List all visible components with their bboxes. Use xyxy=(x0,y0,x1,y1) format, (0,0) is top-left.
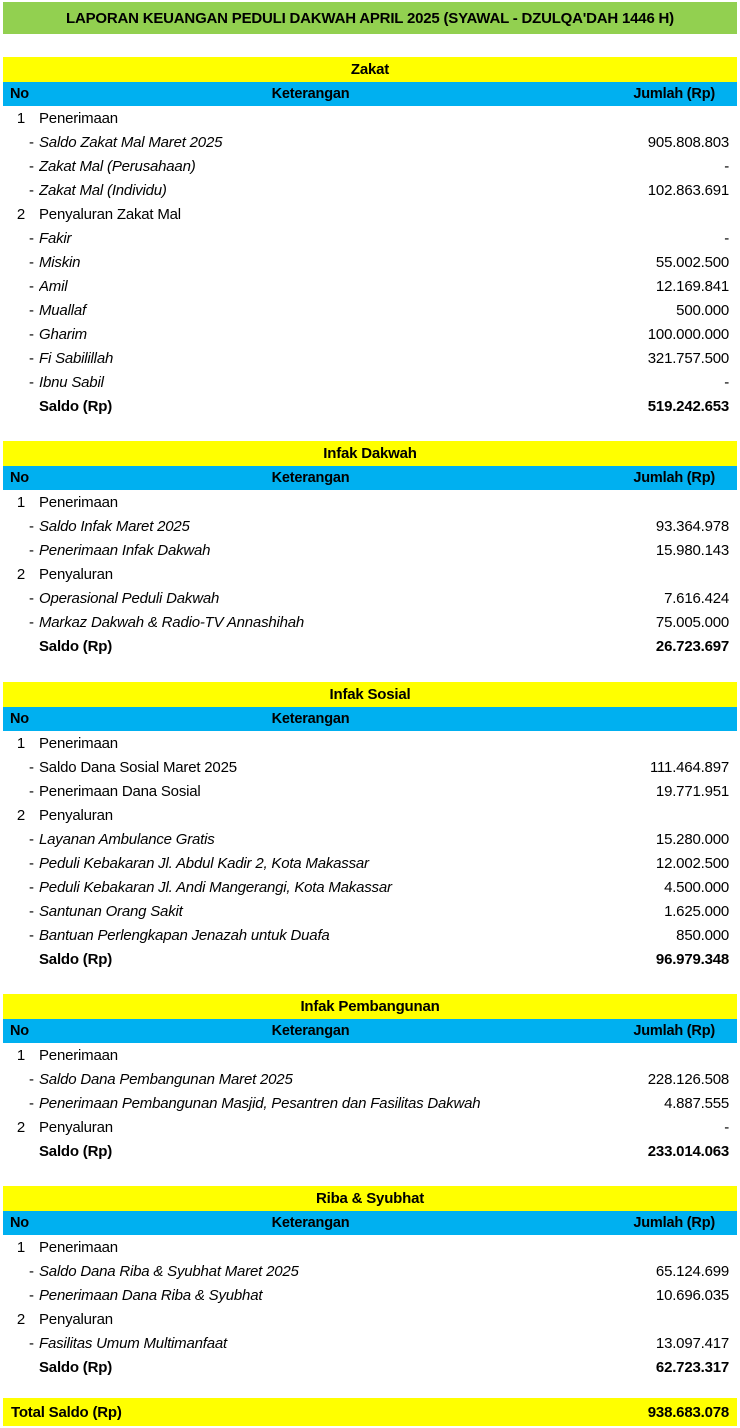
row-value: 15.280.000 xyxy=(655,830,729,848)
section-title: Infak Dakwah xyxy=(3,441,737,466)
row-number: 2 xyxy=(16,806,26,824)
row-value: 93.364.978 xyxy=(655,517,729,535)
row-value: 4.887.555 xyxy=(664,1094,729,1112)
table-row xyxy=(3,1283,737,1307)
row-value: - xyxy=(724,157,729,175)
row-bullet: - xyxy=(29,253,34,271)
row-bullet: - xyxy=(29,1070,34,1088)
table-row xyxy=(3,274,737,298)
report-section xyxy=(3,441,737,658)
table-row xyxy=(3,731,737,755)
row-label: Saldo (Rp) xyxy=(39,637,112,655)
table-row xyxy=(3,875,737,899)
row-value: 12.002.500 xyxy=(655,854,729,872)
total-saldo-bar xyxy=(3,1398,737,1426)
row-label: Penyaluran xyxy=(39,565,113,583)
row-label: Penyaluran Zakat Mal xyxy=(39,205,181,223)
row-label: Penerimaan xyxy=(39,1046,118,1064)
row-bullet: - xyxy=(29,277,34,295)
table-row xyxy=(3,899,737,923)
row-bullet: - xyxy=(29,758,34,776)
table-row xyxy=(3,610,737,634)
column-header-row xyxy=(3,1019,737,1043)
row-bullet: - xyxy=(29,878,34,896)
row-label: Muallaf xyxy=(39,301,86,319)
table-row xyxy=(3,1331,737,1355)
row-label: Peduli Kebakaran Jl. Abdul Kadir 2, Kota Makassar xyxy=(39,854,369,872)
row-label: Miskin xyxy=(39,253,81,271)
table-row xyxy=(3,1259,737,1283)
row-value: 233.014.063 xyxy=(647,1142,729,1160)
row-label: Penyaluran xyxy=(39,806,113,824)
row-bullet: - xyxy=(29,613,34,631)
section-title: Riba & Syubhat xyxy=(3,1186,737,1211)
table-row xyxy=(3,154,737,178)
report-section xyxy=(3,57,737,418)
row-label: Saldo Dana Pembangunan Maret 2025 xyxy=(39,1070,293,1088)
row-bullet: - xyxy=(29,517,34,535)
row-bullet: - xyxy=(29,589,34,607)
row-label: Amil xyxy=(39,277,68,295)
report-page xyxy=(0,2,740,1426)
table-row xyxy=(3,803,737,827)
table-row xyxy=(3,827,737,851)
table-row xyxy=(3,1307,737,1331)
table-row xyxy=(3,130,737,154)
table-row xyxy=(3,370,737,394)
row-label: Penerimaan xyxy=(39,493,118,511)
row-number: 1 xyxy=(16,493,26,511)
sections xyxy=(0,57,740,1379)
table-row xyxy=(3,394,737,418)
column-header-keterangan: Keterangan xyxy=(271,711,350,727)
table-row xyxy=(3,1139,737,1163)
row-value: 62.723.317 xyxy=(655,1358,729,1376)
row-value: 228.126.508 xyxy=(647,1070,729,1088)
row-value: 850.000 xyxy=(676,926,729,944)
column-header-jumlah: Jumlah (Rp) xyxy=(633,470,715,486)
column-header-keterangan: Keterangan xyxy=(271,1023,350,1039)
table-row xyxy=(3,298,737,322)
row-label: Saldo Infak Maret 2025 xyxy=(39,517,190,535)
row-value: 75.005.000 xyxy=(655,613,729,631)
row-value: 26.723.697 xyxy=(655,637,729,655)
row-value: 13.097.417 xyxy=(655,1334,729,1352)
table-row xyxy=(3,346,737,370)
row-value: 65.124.699 xyxy=(655,1262,729,1280)
row-label: Penerimaan xyxy=(39,109,118,127)
row-label: Layanan Ambulance Gratis xyxy=(39,830,215,848)
row-number: 2 xyxy=(16,1118,26,1136)
row-value: 4.500.000 xyxy=(664,878,729,896)
row-label: Penyaluran xyxy=(39,1118,113,1136)
row-label: Saldo Dana Riba & Syubhat Maret 2025 xyxy=(39,1262,299,1280)
row-bullet: - xyxy=(29,301,34,319)
table-row xyxy=(3,1067,737,1091)
total-saldo-value: 938.683.078 xyxy=(647,1403,729,1421)
row-bullet: - xyxy=(29,830,34,848)
row-label: Penerimaan xyxy=(39,734,118,752)
row-bullet: - xyxy=(29,1286,34,1304)
table-row xyxy=(3,851,737,875)
table-row xyxy=(3,586,737,610)
row-label: Penerimaan Dana Riba & Syubhat xyxy=(39,1286,263,1304)
row-label: Zakat Mal (Individu) xyxy=(39,181,167,199)
row-label: Peduli Kebakaran Jl. Andi Mangerangi, Kota Makassar xyxy=(39,878,392,896)
table-row xyxy=(3,923,737,947)
row-bullet: - xyxy=(29,229,34,247)
row-value: 905.808.803 xyxy=(647,133,729,151)
row-label: Gharim xyxy=(39,325,87,343)
row-bullet: - xyxy=(29,181,34,199)
report-section xyxy=(3,1186,737,1379)
table-row xyxy=(3,1355,737,1379)
column-header-no: No xyxy=(10,86,29,102)
table-row xyxy=(3,178,737,202)
table-row xyxy=(3,779,737,803)
row-bullet: - xyxy=(29,349,34,367)
row-number: 1 xyxy=(16,734,26,752)
row-number: 2 xyxy=(16,1310,26,1328)
table-row xyxy=(3,106,737,130)
column-header-row xyxy=(3,707,737,731)
row-value: 96.979.348 xyxy=(655,950,729,968)
column-header-no: No xyxy=(10,470,29,486)
column-header-keterangan: Keterangan xyxy=(271,1215,350,1231)
row-label: Saldo (Rp) xyxy=(39,950,112,968)
section-title: Zakat xyxy=(3,57,737,82)
row-value: 19.771.951 xyxy=(655,782,729,800)
row-label: Penyaluran xyxy=(39,1310,113,1328)
row-bullet: - xyxy=(29,926,34,944)
row-label: Saldo Dana Sosial Maret 2025 xyxy=(39,758,237,776)
table-row xyxy=(3,322,737,346)
table-row xyxy=(3,562,737,586)
report-section xyxy=(3,994,737,1163)
row-bullet: - xyxy=(29,133,34,151)
row-number: 2 xyxy=(16,205,26,223)
report-section xyxy=(3,682,737,971)
row-number: 1 xyxy=(16,109,26,127)
row-value: 500.000 xyxy=(676,301,729,319)
row-label: Saldo Zakat Mal Maret 2025 xyxy=(39,133,223,151)
report-title: LAPORAN KEUANGAN PEDULI DAKWAH APRIL 2025 (SYAWAL - DZULQA'DAH 1446 H) xyxy=(66,9,674,27)
column-header-no: No xyxy=(10,1215,29,1231)
table-row xyxy=(3,1115,737,1139)
column-header-jumlah: Jumlah (Rp) xyxy=(633,86,715,102)
row-label: Saldo (Rp) xyxy=(39,1358,112,1376)
row-bullet: - xyxy=(29,157,34,175)
column-header-no: No xyxy=(10,1023,29,1039)
row-value: - xyxy=(724,229,729,247)
table-row xyxy=(3,538,737,562)
row-bullet: - xyxy=(29,541,34,559)
row-value: 10.696.035 xyxy=(655,1286,729,1304)
report-title-bar xyxy=(3,2,737,34)
table-row xyxy=(3,202,737,226)
row-bullet: - xyxy=(29,782,34,800)
row-label: Santunan Orang Sakit xyxy=(39,902,183,920)
row-value: - xyxy=(724,373,729,391)
row-bullet: - xyxy=(29,1094,34,1112)
row-bullet: - xyxy=(29,854,34,872)
row-label: Bantuan Perlengkapan Jenazah untuk Duafa xyxy=(39,926,330,944)
row-bullet: - xyxy=(29,902,34,920)
table-row xyxy=(3,490,737,514)
column-header-keterangan: Keterangan xyxy=(271,470,350,486)
section-title: Infak Sosial xyxy=(3,682,737,707)
row-value: 111.464.897 xyxy=(650,758,729,776)
table-row xyxy=(3,1235,737,1259)
column-header-jumlah: Jumlah (Rp) xyxy=(633,1215,715,1231)
row-bullet: - xyxy=(29,373,34,391)
table-row xyxy=(3,947,737,971)
column-header-row xyxy=(3,466,737,490)
row-label: Zakat Mal (Perusahaan) xyxy=(39,157,196,175)
table-row xyxy=(3,226,737,250)
row-bullet: - xyxy=(29,325,34,343)
row-label: Ibnu Sabil xyxy=(39,373,104,391)
column-header-jumlah: Jumlah (Rp) xyxy=(633,1023,715,1039)
column-header-no: No xyxy=(10,711,29,727)
row-number: 1 xyxy=(16,1238,26,1256)
table-row xyxy=(3,514,737,538)
table-row xyxy=(3,1091,737,1115)
row-number: 1 xyxy=(16,1046,26,1064)
total-saldo-label: Total Saldo (Rp) xyxy=(11,1403,122,1421)
row-label: Markaz Dakwah & Radio-TV Annashihah xyxy=(39,613,305,631)
row-value: 1.625.000 xyxy=(664,902,729,920)
column-header-row xyxy=(3,82,737,106)
column-header-keterangan: Keterangan xyxy=(271,86,350,102)
row-number: 2 xyxy=(16,565,26,583)
row-value: 55.002.500 xyxy=(655,253,729,271)
row-value: 12.169.841 xyxy=(655,277,729,295)
row-label: Fasilitas Umum Multimanfaat xyxy=(39,1334,227,1352)
row-value: 100.000.000 xyxy=(647,325,729,343)
row-value: 102.863.691 xyxy=(647,181,729,199)
row-label: Operasional Peduli Dakwah xyxy=(39,589,220,607)
row-label: Fi Sabilillah xyxy=(39,349,114,367)
row-value: 321.757.500 xyxy=(647,349,729,367)
section-title: Infak Pembangunan xyxy=(3,994,737,1019)
table-row xyxy=(3,755,737,779)
table-row xyxy=(3,1043,737,1067)
row-label: Penerimaan Pembangunan Masjid, Pesantren dan Fasilitas Dakwah xyxy=(39,1094,481,1112)
row-label: Saldo (Rp) xyxy=(39,397,112,415)
row-bullet: - xyxy=(29,1262,34,1280)
row-bullet: - xyxy=(29,1334,34,1352)
row-value: 7.616.424 xyxy=(664,589,729,607)
table-row xyxy=(3,250,737,274)
row-label: Penerimaan Infak Dakwah xyxy=(39,541,211,559)
row-value: 519.242.653 xyxy=(647,397,729,415)
column-header-row xyxy=(3,1211,737,1235)
row-value: - xyxy=(724,1118,729,1136)
row-label: Penerimaan Dana Sosial xyxy=(39,782,201,800)
row-label: Saldo (Rp) xyxy=(39,1142,112,1160)
table-row xyxy=(3,634,737,658)
row-label: Penerimaan xyxy=(39,1238,118,1256)
row-label: Fakir xyxy=(39,229,72,247)
row-value: 15.980.143 xyxy=(655,541,729,559)
